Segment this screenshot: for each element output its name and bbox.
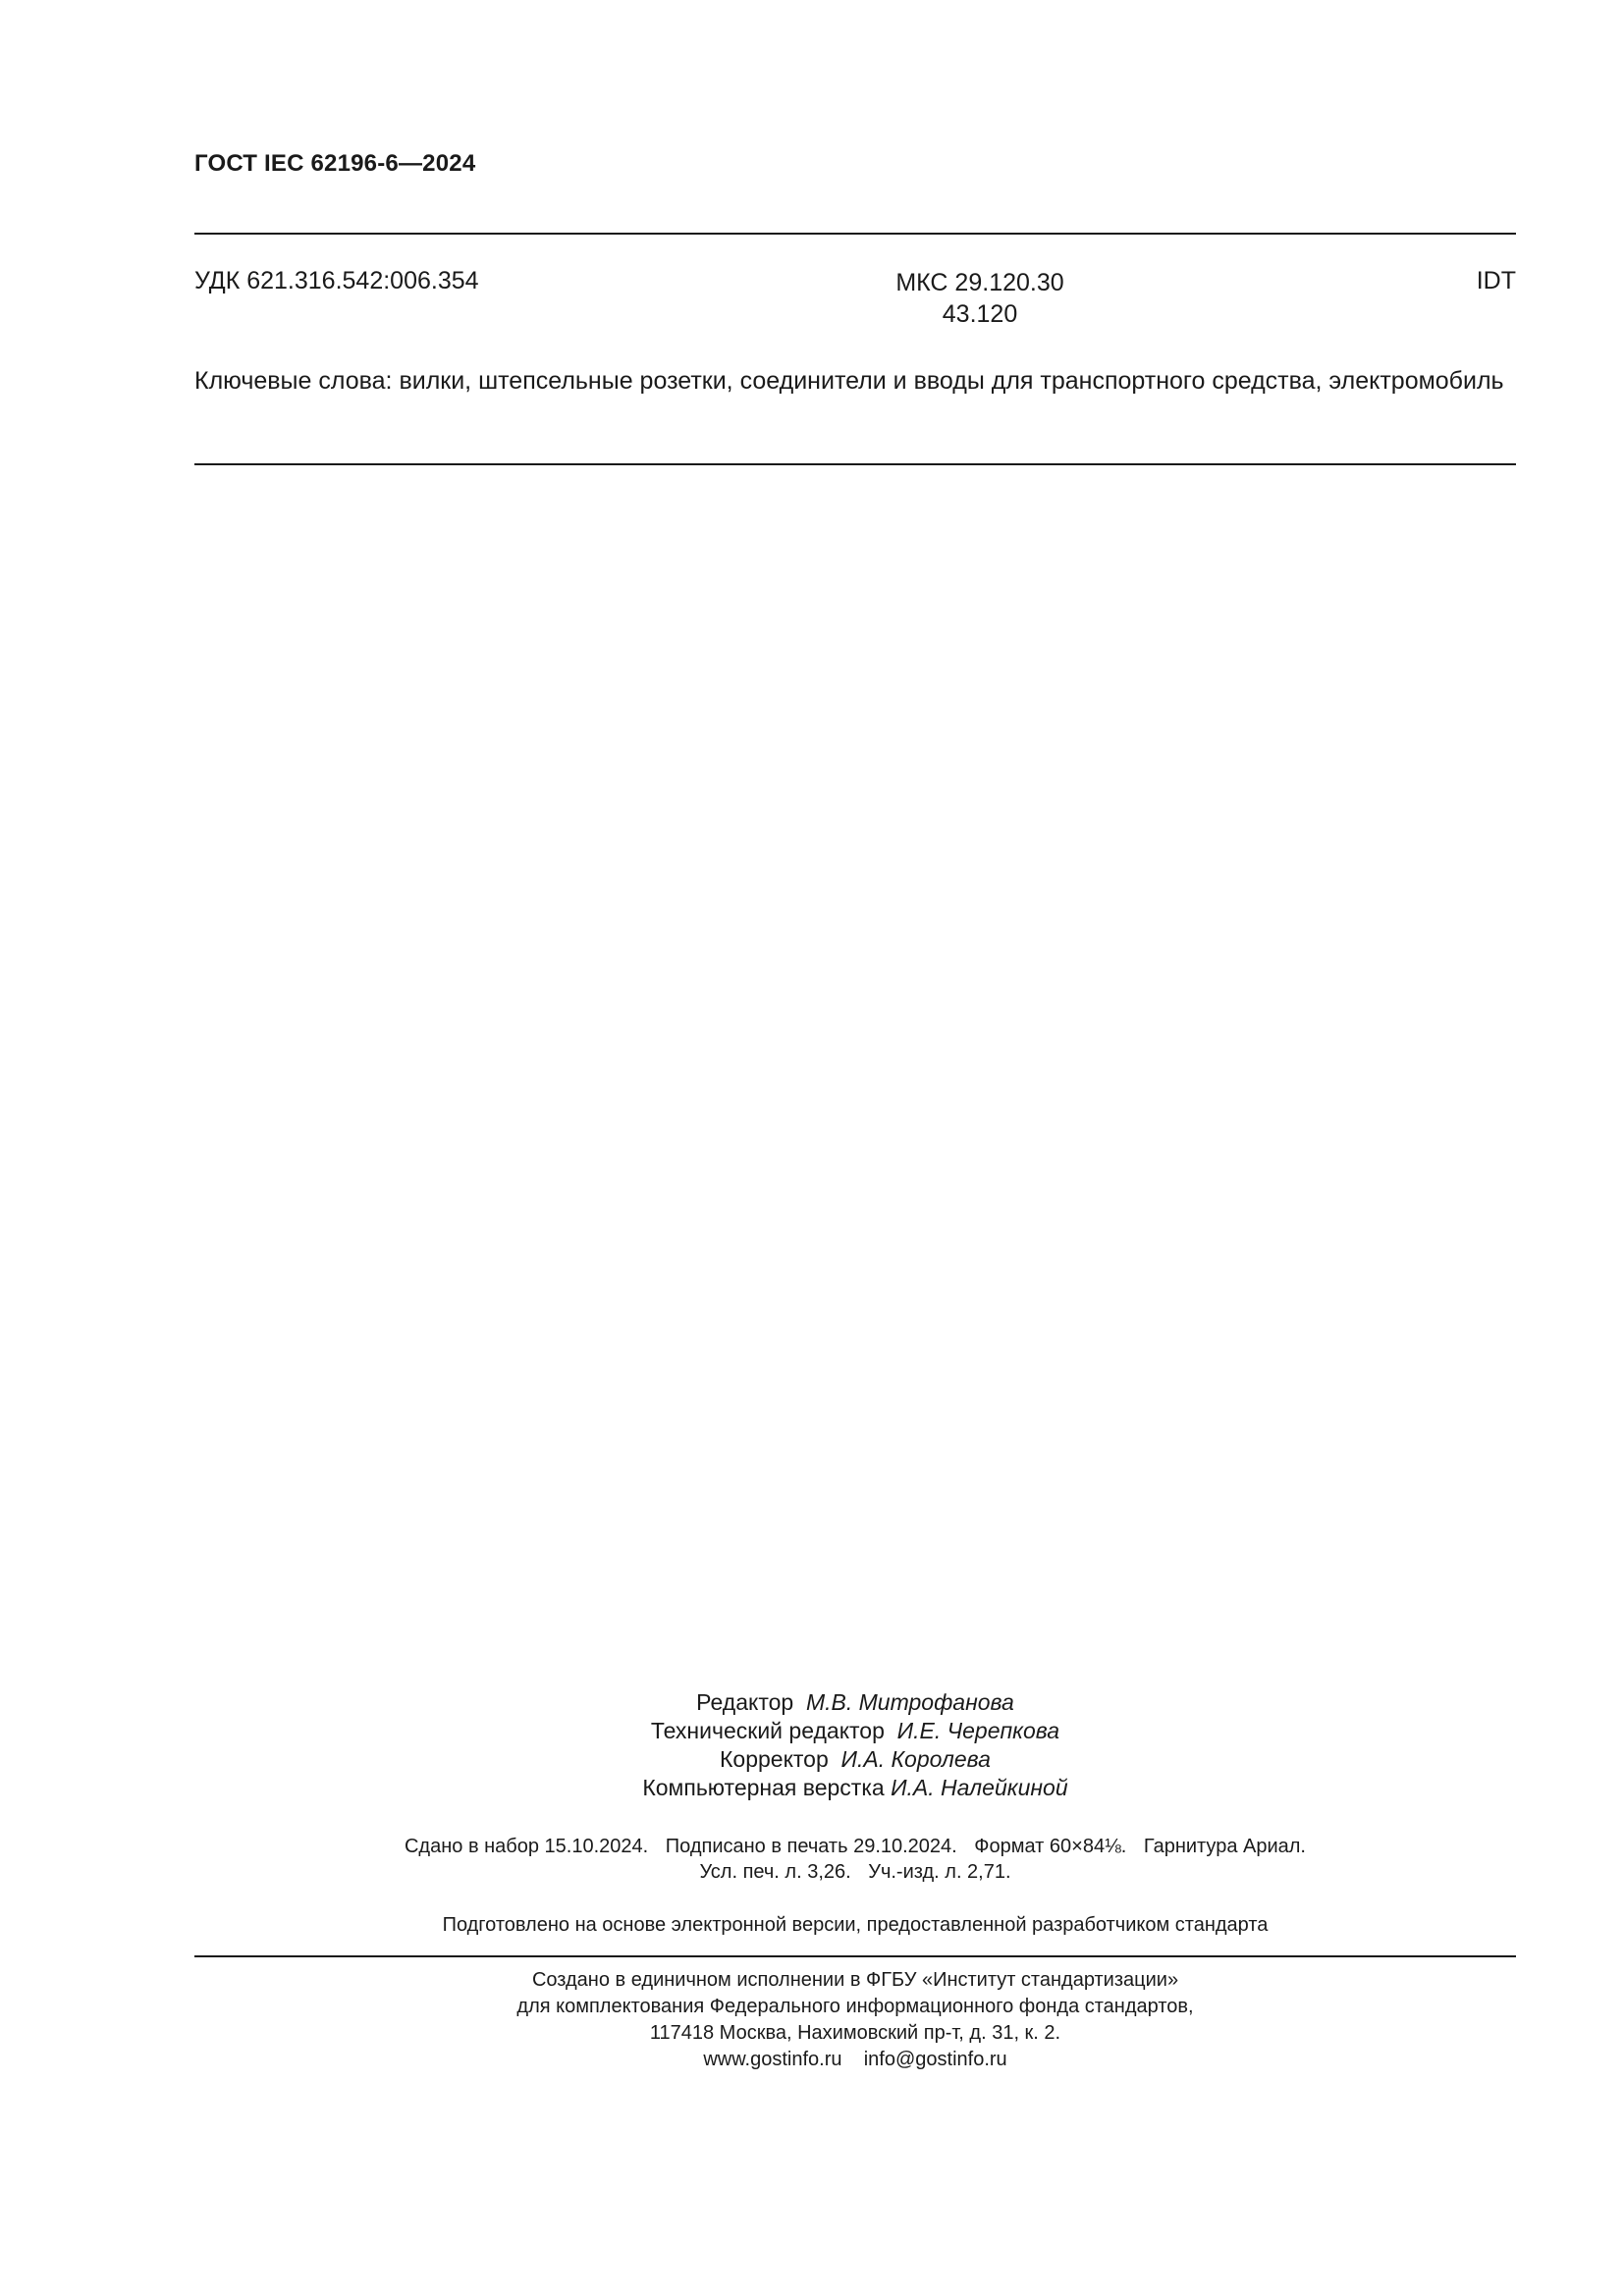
paper-format: Формат 60×84⅛.: [974, 1836, 1127, 1857]
prepared-note: Подготовлено на основе электронной версии, предоставленной разработчиком стандарта: [442, 1914, 1269, 1936]
mks-code-primary: МКС 29.120.30: [895, 269, 1064, 296]
credit-role: Технический редактор: [650, 1718, 885, 1743]
equivalence-degree: IDT: [1476, 267, 1516, 294]
credits-block: [194, 1688, 1516, 1802]
print-sheets: Усл. печ. л. 3,26.: [699, 1861, 851, 1883]
classification-row: [194, 267, 1516, 336]
publisher-line-2: для комплектования Федерального информационного фонда стандартов,: [516, 1996, 1194, 2017]
typeface: Гарнитура Ариал.: [1143, 1836, 1306, 1857]
keywords-divider: [194, 463, 1516, 465]
document-code: ГОСТ IEC 62196-6—2024: [194, 150, 476, 177]
submitted-date: Сдано в набор 15.10.2024.: [404, 1836, 649, 1857]
credit-role: Корректор: [720, 1746, 829, 1772]
credit-corrector: [194, 1745, 1516, 1774]
print-details-line-2: [194, 1859, 1516, 1885]
credit-editor: [194, 1688, 1516, 1717]
credit-name: И.А. Королева: [840, 1746, 991, 1772]
credit-name: И.Е. Черепкова: [896, 1718, 1060, 1743]
email-link[interactable]: info@gostinfo.ru: [863, 2049, 1007, 2070]
print-details-line-1: [194, 1834, 1516, 1859]
publisher-address: 117418 Москва, Нахимовский пр-т, д. 31, к. 2.: [649, 2022, 1061, 2044]
credit-name: М.В. Митрофанова: [805, 1689, 1014, 1715]
credit-name: И.А. Налейкиной: [891, 1775, 1068, 1800]
credit-tech-editor: [194, 1717, 1516, 1745]
publishing-sheets: Уч.-изд. л. 2,71.: [868, 1861, 1011, 1883]
publisher-line-1: Создано в единичном исполнении в ФГБУ «Институт стандартизации»: [531, 1969, 1179, 1991]
keywords-paragraph: Ключевые слова: вилки, штепсельные розетки, соединители и вводы для транспортного средства, электромобиль: [194, 367, 1504, 395]
publisher-block: [194, 1967, 1516, 2073]
top-divider: [194, 233, 1516, 235]
bottom-divider: [194, 1955, 1516, 1957]
credit-layout: [194, 1774, 1516, 1802]
publisher-contacts: [194, 2047, 1516, 2073]
mks-code-secondary: 43.120: [942, 300, 1018, 328]
print-details: [194, 1834, 1516, 1885]
credit-role: Редактор: [696, 1689, 794, 1715]
signed-date: Подписано в печать 29.10.2024.: [665, 1836, 957, 1857]
udk-code: УДК 621.316.542:006.354: [194, 267, 479, 294]
credit-role: Компьютерная верстка: [642, 1775, 885, 1800]
mks-codes: [887, 267, 1073, 330]
website-link[interactable]: www.gostinfo.ru: [703, 2049, 842, 2070]
